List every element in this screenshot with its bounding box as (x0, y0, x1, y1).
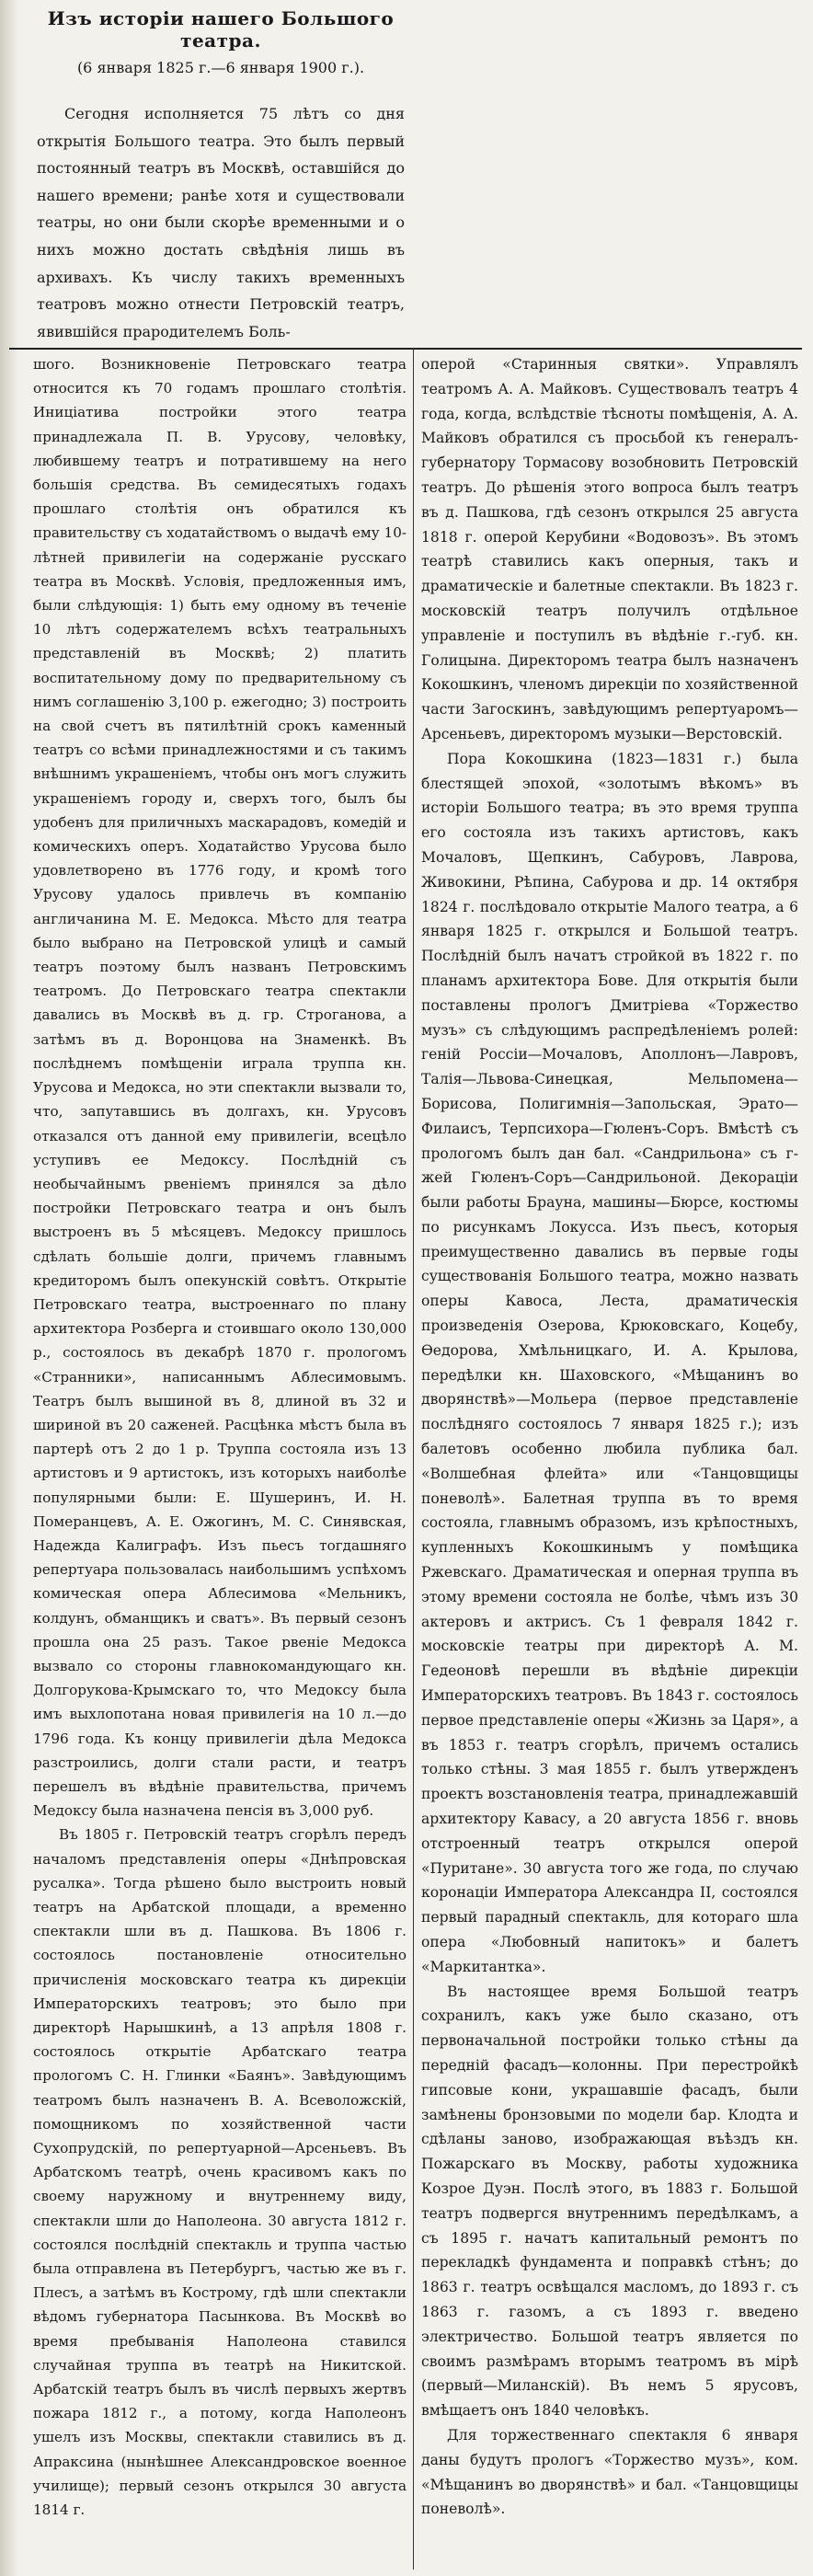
article-subtitle: (6 января 1825 г.—6 января 1900 г.). (76, 59, 365, 76)
page-edge-shadow (0, 0, 18, 2576)
left-column (33, 352, 406, 2522)
paragraph: шого. Возникновеніе Петровскаго театра относится къ 70 годамъ прошлаго столѣтія. Иниціатива постройки этого театра принадлежала П. В. Урусову, человѣку, любившему театръ и потратившему на него большія средства. Въ семидесятыхъ годахъ прошлаго столѣтія онъ обратился къ правительству съ ходатайствомъ о выдачѣ ему 10-лѣтней привилегіи на содержаніе русскаго театра въ Москвѣ. Условія, предложенныя имъ, были слѣдующія: 1) быть ему одному въ теченіе 10 лѣтъ содержателемъ всѣхъ театральныхъ представленій въ Москвѣ; 2) платить воспитательному дому по предварительному съ нимъ соглашенію 3,100 р. ежегодно; 3) построить на свой счетъ въ пятилѣтній срокъ каменный театръ со всѣми принадлежностями и съ такимъ внѣшнимъ украшеніемъ, чтобы онъ могъ служить украшеніемъ городу и, сверхъ того, былъ бы удобенъ для приличныхъ маскарадовъ, комедій и комическихъ оперъ. Ходатайство Урусова было удовлетворено въ 1776 году, и кромѣ того Урусову удалось привлечь въ компанію англичанина М. Е. Медокса. Мѣсто для театра было выбрано на Петровской улицѣ и самый театръ поэтому былъ названъ Петровскимъ театромъ. До Петровскаго театра спектакли давались въ Москвѣ въ д. гр. Строганова, а затѣмъ въ д. Воронцова на Знаменкѣ. Въ послѣднемъ помѣщеніи играла труппа кн. Урусова и Медокса, но эти спектакли вызвали то, что, запутавшись въ долгахъ, кн. Урусовъ отказался отъ данной ему привилегіи, всецѣло уступивъ ее Медоксу. Послѣдній съ необычайнымъ рвеніемъ принялся за дѣло постройки Петровскаго театра и онъ былъ выстроенъ въ 5 мѣсяцевъ. Медоксу пришлось сдѣлать большіе долги, причемъ главнымъ кредиторомъ былъ опекунскій совѣтъ. Открытіе Петровскаго театра, выстроеннаго по плану архитектора Розберга и стоившаго около 130,000 р., состоялось въ декабрѣ 1870 г. прологомъ «Странники», написаннымъ Аблесимовымъ. Театръ былъ вышиной въ 8, длиной въ 32 и шириной въ 20 саженей. Расцѣнка мѣстъ была въ партерѣ отъ 2 до 1 р. Труппа состояла изъ 13 артистовъ и 9 артистокъ, изъ которыхъ наиболѣе популярными были: Е. Шушеринъ, И. Н. Померанцевъ, А. Е. Ожогинъ, М. С. Синявская, Надежда Калиграфъ. Изъ пьесъ тогдашняго репертуара пользовалась наибольшимъ успѣхомъ комическая опера Аблесимова «Мельникъ, колдунъ, обманщикъ и сватъ». Въ первый сезонъ прошла она 25 разъ. Такое рвеніе Медокса вызвало со стороны главнокомандующаго кн. Долгорукова-Крымскаго то, что Медоксу была имъ выхлопотана новая привилегія на 10 л.—до 1796 года. Къ концу привилегіи дѣла Медокса разстроились, долги стали расти, и театръ перешелъ въ вѣдѣніе правительства, причемъ Медоксу была назначена пенсія въ 3,000 руб. (33, 356, 406, 1820)
article-header (37, 6, 405, 345)
horizontal-divider (9, 348, 802, 350)
article-intro: Сегодня исполняется 75 лѣтъ со дня открытія Большого театра. Это былъ первый постоянный театръ въ Москвѣ, оставшійся до нашего времени; ранѣе хотя и существовали театры, но они были скорѣе временными и о нихъ можно достать свѣдѣнія лишь въ архивахъ. Къ числу такихъ временныхъ театровъ можно отнести Петровскій театръ, явившійся прародителемъ Боль- (37, 105, 405, 340)
column-divider (413, 348, 414, 2570)
paragraph: Въ 1805 г. Петровскій театръ сгорѣлъ передъ началомъ представленія оперы «Днѣпровская русалка». Тогда рѣшено было выстроить новый театръ на Арбатской площади, а временно спектакли шли въ д. Пашкова. Въ 1806 г. состоялось постановленіе относительно причисленія московскаго театра къ дирекціи Императорскихъ театровъ; это было при директорѣ Нарышкинѣ, а 13 апрѣля 1808 г. состоялось открытіе Арбатскаго театра прологомъ С. Н. Глинки «Баянъ». Завѣдующимъ театромъ былъ назначенъ В. А. Всеволожскій, помощникомъ по хозяйственной части Сухопрудскій, по репертуарной—Арсеньевъ. Въ Арбатскомъ театрѣ, очень красивомъ какъ по своему наружному и внутреннему виду, спектакли шли до Наполеона. 30 августа 1812 г. состоялся послѣдній спектакль и труппа частью была отправлена въ Петербургъ, частью же въ г. Плесъ, а затѣмъ въ Кострому, гдѣ шли спектакли вѣдомъ губернатора Пасынкова. Въ Москвѣ во время пребыванія Наполеона ставился случайная труппа въ театрѣ на Никитской. Арбатскій театръ былъ въ числѣ первыхъ жертвъ пожара 1812 г., а потому, когда Наполеонъ ушелъ изъ Москвы, спектакли ставились въ д. Апраксина (нынѣшнее Александровское военное училище); первый сезонъ открылся 30 августа 1814 г. (33, 1826, 406, 2519)
paragraph: Пора Кокошкина (1823—1831 г.) была блестящей эпохой, «золотымъ вѣкомъ» въ исторіи Большого театра; въ это время труппа его состояла изъ такихъ артистовъ, какъ Мочаловъ, Щепкинъ, Сабуровъ, Лаврова, Живокини, Рѣпина, Сабурова и др. 14 октября 1824 г. послѣдовало открытіе Малого театра, а 6 января 1825 г. открылся и Большой театръ. Послѣдній былъ начатъ стройкой въ 1822 г. по планамъ архитектора Бове. Для открытія были поставлены прологъ Дмитріева «Торжество музъ» съ слѣдующимъ распредѣленіемъ ролей: геній Россіи—Мочаловъ, Аполлонъ—Лавровъ, Талія—Львова-Синецкая, Мельпомена—Борисова, Полигимнія—Запольская, Эрато—Филаисъ, Терпсихора—Гюленъ-Соръ. Вмѣстѣ съ прологомъ былъ дан бал. «Сандрильона» съ г-жей Гюленъ-Соръ—Сандрильоной. Декораціи были работы Брауна, машины—Бюрсе, костюмы по рисункамъ Локусса. Изъ пьесъ, которыя преимущественно давались въ первые годы существованія Большого театра, можно назвать оперы Кавоса, Леста, драматическія произведенія Озерова, Крюковскаго, Коцебу, Ѳедорова, Хмѣльницкаго, И. А. Крылова, передѣлки кн. Шаховского, «Мѣщанинъ во дворянствѣ»—Мольера (первое представленіе послѣдняго состоялось 7 января 1825 г.); изъ балетовъ особенно любила публика бал. «Волшебная флейта» или «Танцовщицы поневолѣ». Балетная труппа въ то время состояла, главнымъ образомъ, изъ крѣпостныхъ, купленныхъ Кокошкинымъ у помѣщика Ржевскаго. Драматическая и оперная труппа въ этому времени состояла не болѣе, чѣмъ изъ 30 актеровъ и актрисъ. Съ 1 февраля 1842 г. московскіе театры при директорѣ А. М. Гедеоновѣ перешли въ вѣдѣніе дирекціи Императорскихъ театровъ. Въ 1843 г. состоялось первое представленіе оперы «Жизнь за Царя», а въ 1853 г. театръ сгорѣлъ, причемъ остались только стѣны. 3 мая 1855 г. былъ утвержденъ проектъ возстановленія театра, принадлежавшій архитектору Кавасу, а 20 августа 1856 г. вновь отстроенный театръ открылся оперой «Пуритане». 30 августа того же года, по случаю коронаціи Императора Александра II, состоялся первый парадный спектакль, для котораго шла опера «Любовный напитокъ» и балетъ «Маркитантка». (421, 750, 798, 1975)
paragraph: Для торжественнаго спектакля 6 января даны будутъ прологъ «Торжество музъ», ком. «Мѣщанинъ во дворянствѣ» и бал. «Танцовщицы поневолѣ». (421, 2426, 798, 2518)
paragraph: Въ настоящее время Большой театръ сохранилъ, какъ уже было сказано, отъ первоначальной постройки только стѣны да передній фасадъ—колонны. При перестройкѣ гипсовые кони, украшавшіе фасадъ, были замѣнены бронзовыми по модели бар. Клодта и сдѣланы заново, изображающая въѣздъ кн. Пожарскаго въ Москву, работы художника Козрое Дуэн. Послѣ этого, въ 1883 г. Большой театръ подвергся внутреннимъ передѣлкамъ, а съ 1895 г. начатъ капитальный ремонтъ по перекладкѣ фундамента и поправкѣ стѣнъ; до 1863 г. театръ освѣщался масломъ, до 1893 г. съ 1863 г. газомъ, а съ 1893 г. введено электричество. Большой театръ является по своимъ размѣрамъ вторымъ театромъ въ мірѣ (первый—Миланскій). Въ немъ 5 ярусовъ, вмѣщаетъ онъ 1840 человѣкъ. (421, 1983, 798, 2420)
paragraph: оперой «Старинныя святки». Управлялъ театромъ А. А. Майковъ. Существовалъ театръ 4 года, когда, вслѣдствіе тѣсноты помѣщенія, А. А. Майковъ обратился съ просьбой къ генералъ-губернатору Тормасову возобновить Петровскій театръ. До рѣшенія этого вопроса былъ театръ въ д. Пашкова, гдѣ сезонъ открылся 25 августа 1818 г. оперой Керубини «Водовозъ». Въ этомъ театрѣ ставились какъ оперныя, такъ и драматическіе и балетные спектакли. Въ 1823 г. московскій театръ получилъ отдѣльное управленіе и поступилъ въ вѣдѣніе г.-губ. кн. Голицына. Директоромъ театра былъ назначенъ Кокошкинъ, членомъ дирекціи по хозяйственной части Загоскинъ, завѣдующимъ репертуаромъ—Арсеньевъ, директоромъ музыки—Верстовскій. (421, 356, 798, 742)
right-column (421, 352, 798, 2522)
article-title: Изъ исторіи нашего Большого театра. (47, 7, 395, 52)
